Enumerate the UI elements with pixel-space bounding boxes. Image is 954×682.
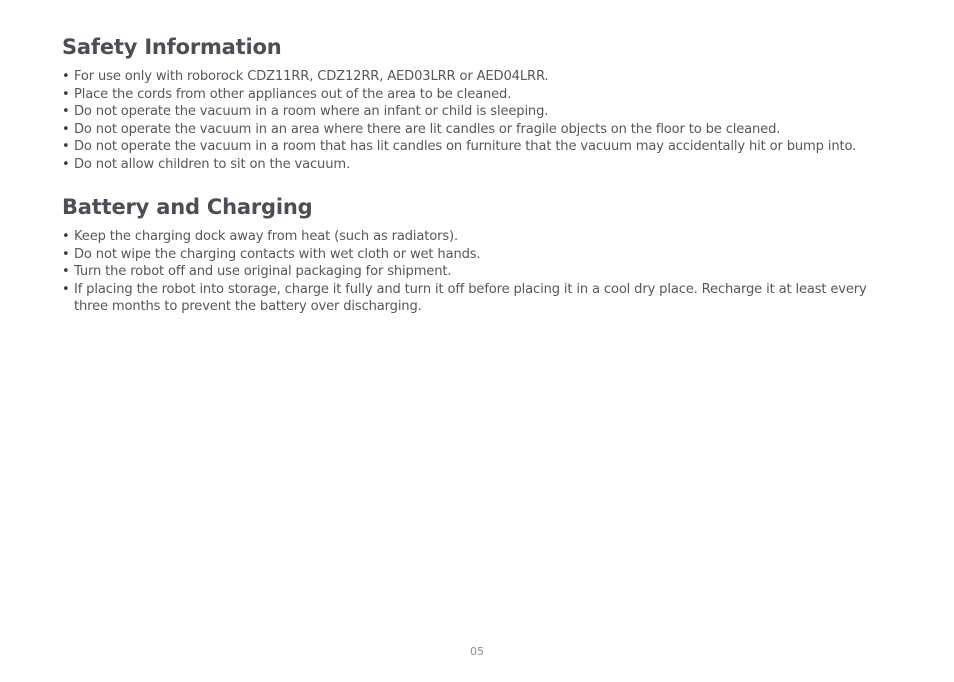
battery-and-charging-heading: Battery and Charging: [62, 195, 313, 219]
bullet-icon: •: [62, 156, 70, 172]
list-item: [62, 228, 902, 246]
list-item: [62, 281, 902, 316]
safety-information-heading: Safety Information: [62, 35, 282, 59]
list-item: [62, 68, 902, 86]
bullet-icon: •: [62, 281, 70, 297]
page-number: 05: [470, 645, 484, 658]
list-item-text: Place the cords from other appliances out of the area to be cleaned.: [74, 86, 512, 102]
bullet-icon: •: [62, 104, 70, 119]
list-item-text: Do not allow children to sit on the vacuum.: [74, 156, 350, 172]
list-item: [62, 86, 902, 104]
list-item-text: Do not operate the vacuum in a room that has lit candles on furniture that the vacuum may accidentally hit or bump into.: [74, 139, 857, 154]
bullet-icon: •: [62, 139, 70, 154]
bullet-icon: •: [62, 86, 70, 102]
bullet-icon: •: [62, 121, 70, 137]
list-item-text: Turn the robot off and use original packaging for shipment.: [74, 264, 452, 279]
list-item: [62, 103, 902, 121]
safety-information-section: [62, 32, 902, 173]
list-item: [62, 138, 902, 156]
list-item: [62, 121, 902, 139]
list-item-text: Do not operate the vacuum in a room where an infant or child is sleeping.: [74, 104, 549, 119]
manual-page: [62, 32, 902, 316]
list-item-text: For use only with roborock CDZ11RR, CDZ12RR, AED03LRR or AED04LRR.: [74, 69, 549, 84]
battery-and-charging-list: [62, 228, 902, 316]
battery-and-charging-section: [62, 192, 902, 316]
bullet-icon: •: [62, 229, 70, 244]
list-item: [62, 263, 902, 281]
list-item: [62, 156, 902, 174]
list-item: [62, 246, 902, 264]
bullet-icon: •: [62, 264, 70, 279]
bullet-icon: •: [62, 69, 70, 84]
list-item-text: If placing the robot into storage, charge it fully and turn it off before placing it in a cool dry place. Recharge it at least every three months to prevent the battery over discharging.: [74, 281, 867, 314]
list-item-text: Do not operate the vacuum in an area where there are lit candles or fragile objects on the floor to be cleaned.: [74, 121, 781, 137]
list-item-text: Do not wipe the charging contacts with wet cloth or wet hands.: [74, 246, 481, 262]
safety-information-list: [62, 68, 902, 173]
list-item-text: Keep the charging dock away from heat (such as radiators).: [74, 229, 459, 244]
bullet-icon: •: [62, 246, 70, 262]
